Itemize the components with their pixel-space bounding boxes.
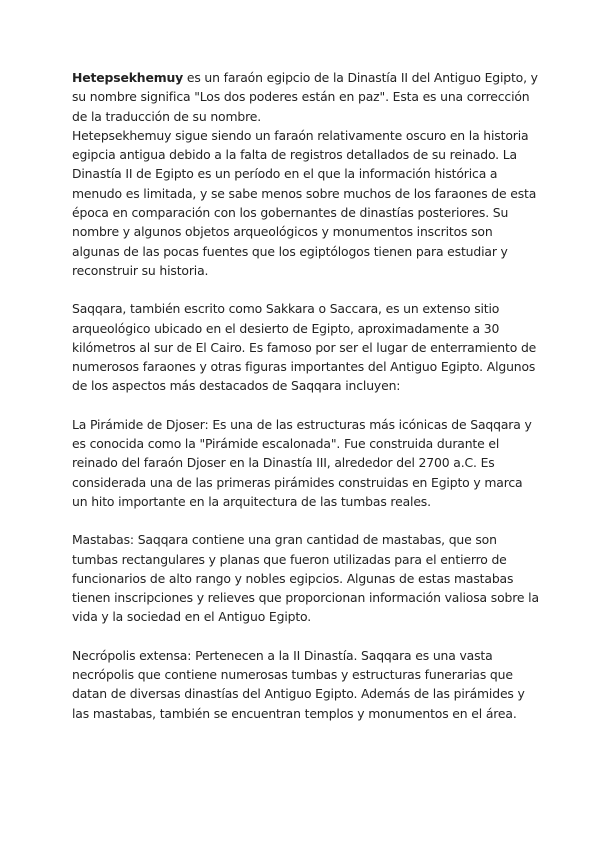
intro-continuation-paragraph: Hetepsekhemuy sigue siendo un faraón relativamente oscuro en la historia egipcia antigua debido a la falta de registros detallados de su reinado. La Dinastía II de Egipto es un período en el que la información histórica a menudo es limitada, y se sabe menos sobre muchos de los faraones de esta época en comparación con los gobernantes de dinastías posteriores. Su nombre y algunos objetos arqueológicos y monumentos inscritos son algunas de las pocas fuentes que los egiptólogos tienen para estudiar y reconstruir su historia. bbox=[72, 127, 537, 278]
necropolis-paragraph: Necrópolis extensa: Pertenecen a la II Dinastía. Saqqara es una vasta necrópolis que contiene numerosas tumbas y estructuras funerarias que datan de diversas dinastías del Antiguo Egipto. Además de las pirámides y las mastabas, también se encuentran templos y monumentos en el área. bbox=[72, 647, 525, 721]
djoser-paragraph: La Pirámide de Djoser: Es una de las estructuras más icónicas de Saqqara y es conocida como la "Pirámide escalonada". Fue construida durante el reinado del faraón Djoser en la Dinastía III, alrededor del 2700 a.C. Es considerada una de las primeras pirámides construidas en Egipto y marca un hito importante en la arquitectura de las tumbas reales. bbox=[72, 416, 532, 509]
intro-term: Hetepsekhemuy bbox=[72, 70, 184, 85]
saqqara-paragraph: Saqqara, también escrito como Sakkara o Saccara, es un extenso sitio arqueológico ubicado en el desierto de Egipto, aproximadamente a 30 kilómetros al sur de El Cairo. Es famoso por ser el lugar de enterramiento de numerosos faraones y otras figuras importantes del Antiguo Egipto. Algunos de los aspectos más destacados de Saqqara incluyen: bbox=[72, 301, 537, 394]
mastabas-paragraph: Mastabas: Saqqara contiene una gran cantidad de mastabas, que son tumbas rectangulares y planas que fueron utilizadas para el entierro de funcionarios de alto rango y nobles egipcios. Algunas de estas mastabas tienen inscripciones y relieves que proporcionan información valiosa sobre la vida y la sociedad en el Antiguo Egipto. bbox=[72, 532, 539, 625]
intro-paragraph bbox=[72, 68, 540, 126]
intro-text: es un faraón egipcio de la Dinastía II del Antiguo Egipto, y su nombre significa "Los dos poderes están en paz". Esta es una corrección de la traducción de su nombre. bbox=[72, 70, 538, 124]
